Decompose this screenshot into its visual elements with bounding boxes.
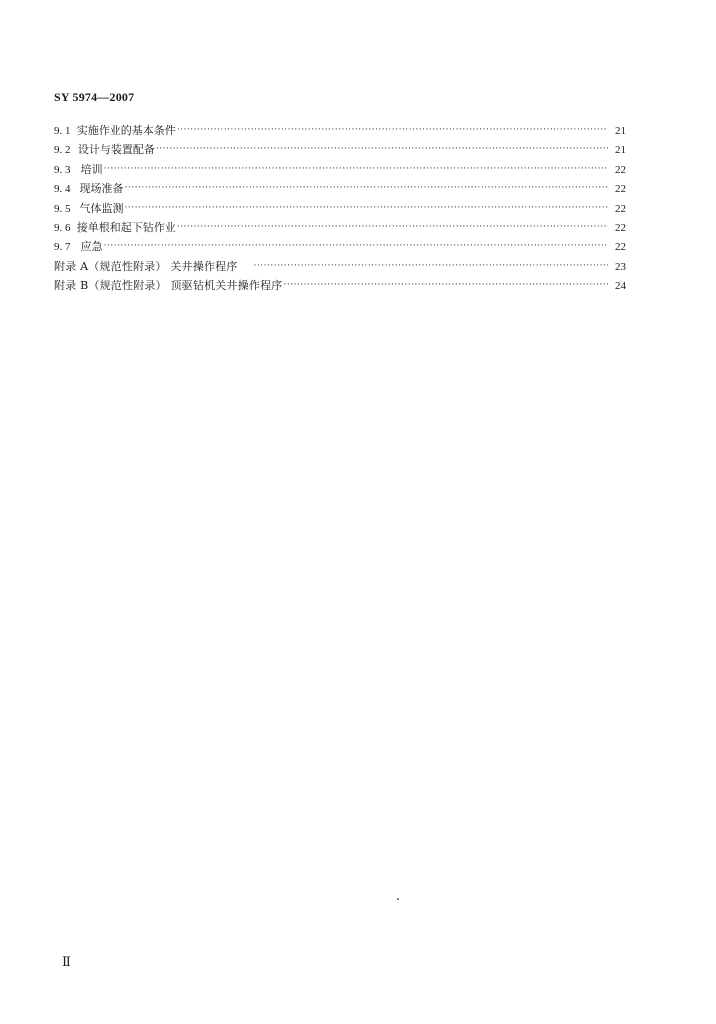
toc-entry-9-4[interactable] — [54, 179, 626, 198]
standard-code-header: SY 5974—2007 — [54, 90, 135, 104]
toc-dot-leader — [177, 218, 608, 237]
toc-entry-9-3[interactable] — [54, 160, 626, 179]
toc-entry-9-2[interactable] — [54, 140, 626, 159]
toc-entry-title: 接单根和起下钻作业 — [76, 220, 176, 234]
toc-entry-page: 22 — [615, 221, 626, 234]
toc-entry-title: 现场准备 — [79, 182, 124, 196]
toc-entry-9-7[interactable] — [54, 237, 626, 256]
toc-dot-leader — [283, 276, 608, 295]
toc-dot-leader — [104, 160, 608, 179]
toc-entry-title: 应急 — [80, 240, 103, 254]
toc-entry-title: 附录 B（规范性附录） 顶驱钻机关井操作程序 — [54, 279, 283, 293]
toc-entry-9-5[interactable] — [54, 199, 626, 218]
toc-entry-title: 培训 — [80, 162, 103, 176]
toc-entry-appendix-a[interactable] — [54, 257, 626, 276]
toc-dot-leader — [254, 257, 608, 276]
toc-entry-page: 23 — [615, 260, 626, 273]
scan-speck — [397, 898, 399, 900]
toc-entry-number: 9. 1 — [54, 125, 71, 137]
page-number: Ⅱ — [62, 954, 71, 969]
toc-entry-page: 24 — [615, 280, 626, 293]
toc-entry-title: 气体监测 — [79, 201, 124, 215]
toc-entry-number: 9. 5 — [54, 202, 71, 215]
toc-entry-page: 22 — [615, 202, 626, 215]
toc-entry-9-1[interactable] — [54, 121, 626, 140]
toc-dot-leader — [104, 237, 608, 256]
toc-entry-number: 9. 7 — [54, 241, 71, 254]
toc-dot-leader — [156, 140, 608, 159]
toc-entry-title: 设计与装置配备 — [77, 143, 155, 157]
toc-entry-page: 22 — [615, 241, 626, 254]
toc-entry-9-6[interactable] — [54, 218, 626, 237]
toc-entry-number: 9. 2 — [54, 144, 71, 157]
toc-entry-page: 21 — [615, 125, 626, 137]
toc-dot-leader — [177, 121, 608, 140]
toc-dot-leader — [125, 199, 608, 218]
toc-entry-page: 22 — [615, 163, 626, 176]
toc-entry-appendix-b[interactable] — [54, 276, 626, 295]
toc-entry-page: 21 — [615, 144, 626, 157]
toc-entry-number: 9. 4 — [54, 183, 71, 196]
toc-entry-page: 22 — [615, 183, 626, 196]
toc-dot-leader — [125, 179, 608, 198]
toc-entry-number: 9. 3 — [54, 163, 71, 176]
toc-entry-title: 附录 A（规范性附录） 关井操作程序 — [54, 259, 238, 273]
toc-entry-number: 9. 6 — [54, 221, 71, 234]
toc-entry-title: 实施作业的基本条件 — [76, 124, 176, 137]
table-of-contents — [54, 121, 626, 296]
